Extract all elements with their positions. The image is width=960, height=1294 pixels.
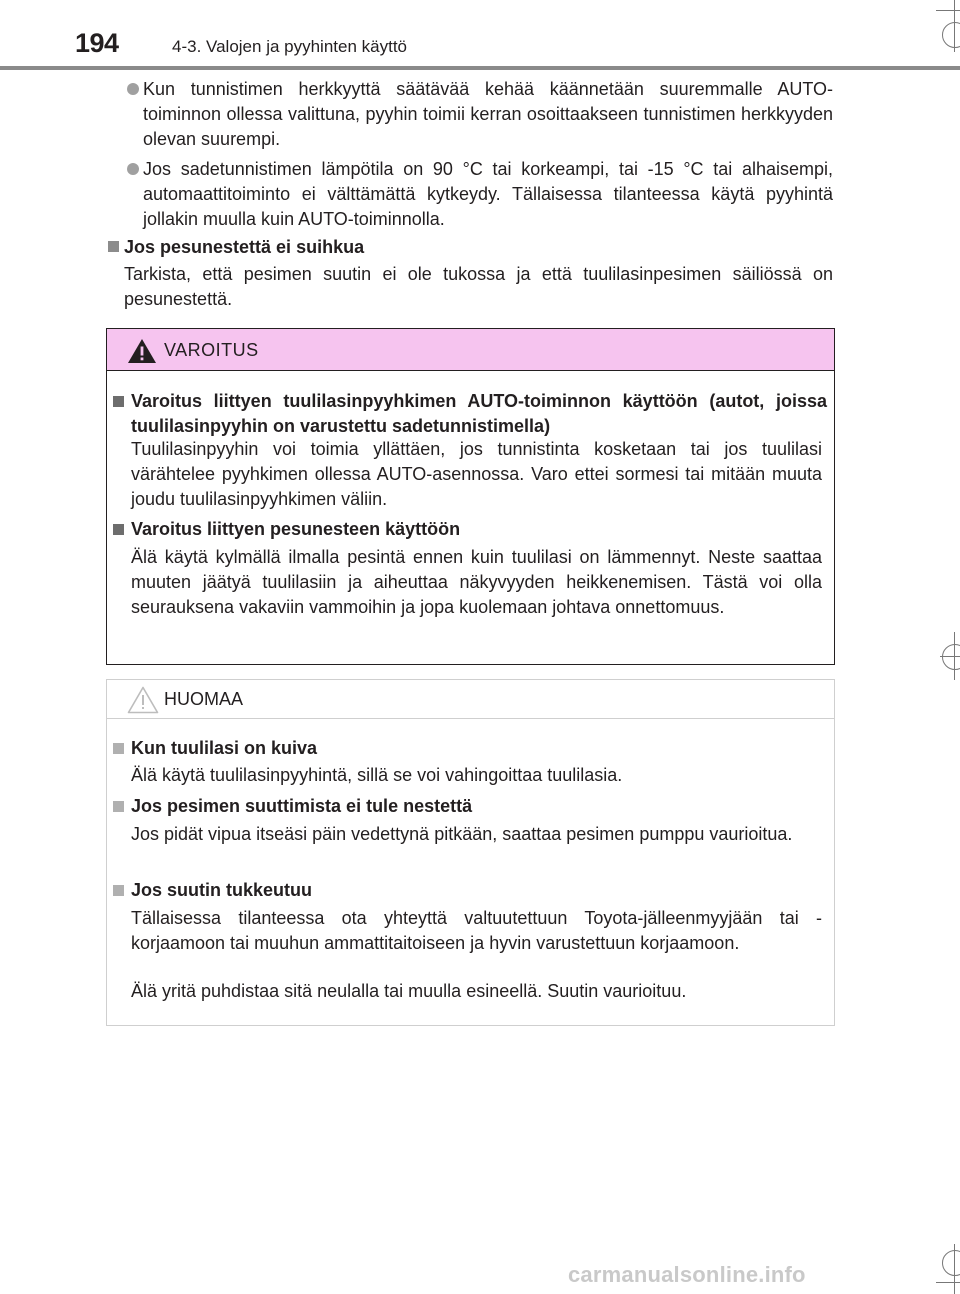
crop-mark-right-middle <box>940 632 960 680</box>
section-marker-square <box>113 396 124 407</box>
notice-item-2-text: Jos pidät vipua itseäsi päin vedettynä pitkään, saattaa pesimen pumppu vaurioitua. <box>131 824 793 844</box>
section-marker-square <box>113 524 124 535</box>
warning-item-2-heading: Varoitus liittyen pesunesteen käyttöön <box>131 519 461 539</box>
page-number: 194 <box>75 28 119 58</box>
intro-bullet-1: Kun tunnistimen herkkyyttä säätävää kehää käännetään suuremmalle AUTO-toiminnon ollessa valittuna, pyyhin toimii kerran osoittaakseen tunnistimen herkkyyden olevan suurempi. <box>143 79 833 149</box>
site-watermark: carmanualsonline.info <box>568 1262 806 1287</box>
intro-text: Tarkista, että pesimen suutin ei ole tukossa ja että tuulilasinpesimen säiliössä on pesunestettä. <box>124 264 833 309</box>
intro-heading: Jos pesunestettä ei suihkua <box>124 237 365 257</box>
notice-item-1-heading: Kun tuulilasi on kuiva <box>131 738 318 758</box>
warning-triangle-icon <box>127 338 157 364</box>
crop-mark-bottom-right <box>936 1244 960 1294</box>
intro-bullet-2: Jos sadetunnistimen lämpötila on 90 °C tai korkeampi, tai -15 °C tai alhaisempi, automaattitoiminto ei välttämättä kytkeydy. Tällaisessa tilanteessa käytä pyyhintä jollakin muulla kuin AUTO-toiminnolla. <box>143 159 833 229</box>
section-marker-square <box>108 241 119 252</box>
warning-box <box>106 328 835 665</box>
warning-item-1-heading: Varoitus liittyen tuulilasinpyyhkimen AUTO-toiminnon käyttöön (autot, joissa tuulilasinpyyhin on varustettu sadetunnistimella) <box>131 391 827 436</box>
header-rule <box>0 66 960 70</box>
warning-item-2-text: Älä käytä kylmällä ilmalla pesintä ennen kuin tuulilasi on lämmennyt. Neste saattaa muuten jäätyä tuulilasiin ja aiheuttaa näkyvyyden heikkenemisen. Tästä voi olla seurauksena vakaviin vammoihin ja jopa kuolemaan johtava onnettomuus. <box>131 547 822 617</box>
notice-box <box>106 679 835 1026</box>
notice-label: HUOMAA <box>164 689 244 709</box>
bullet-dot <box>127 163 139 175</box>
section-title: 4-3. Valojen ja pyyhinten käyttö <box>172 37 407 56</box>
notice-item-1-text: Älä käytä tuulilasinpyyhintä, sillä se voi vahingoittaa tuulilasia. <box>131 765 623 785</box>
bullet-dot <box>127 83 139 95</box>
section-marker-square <box>113 801 124 812</box>
notice-item-3-text-2: Älä yritä puhdistaa sitä neulalla tai muulla esineellä. Suutin vaurioituu. <box>131 981 687 1001</box>
section-marker-square <box>113 885 124 896</box>
warning-item-1-text: Tuulilasinpyyhin voi toimia yllättäen, jos tunnistinta kosketaan tai jos tuulilasi värähtelee pyyhkimen ollessa AUTO-asennossa. Varo ettei sormesi tai mitään muuta joudu tuulilasinpyyhkimen väliin. <box>131 439 822 509</box>
section-marker-square <box>113 743 124 754</box>
crop-mark-top-right <box>936 0 960 52</box>
notice-item-2-heading: Jos pesimen suuttimista ei tule nestettä <box>131 796 473 816</box>
notice-item-3-text: Tällaisessa tilanteessa ota yhteyttä valtuutettuun Toyota-jälleenmyyjään tai -korjaamoon tai muuhun ammattitaitoiseen ja hyvin varustettuun korjaamoon. <box>131 908 822 953</box>
caution-triangle-icon <box>127 686 159 714</box>
notice-header <box>107 680 834 719</box>
notice-item-3-heading: Jos suutin tukkeutuu <box>131 880 313 900</box>
warning-label: VAROITUS <box>164 340 259 360</box>
warning-header <box>107 329 834 371</box>
